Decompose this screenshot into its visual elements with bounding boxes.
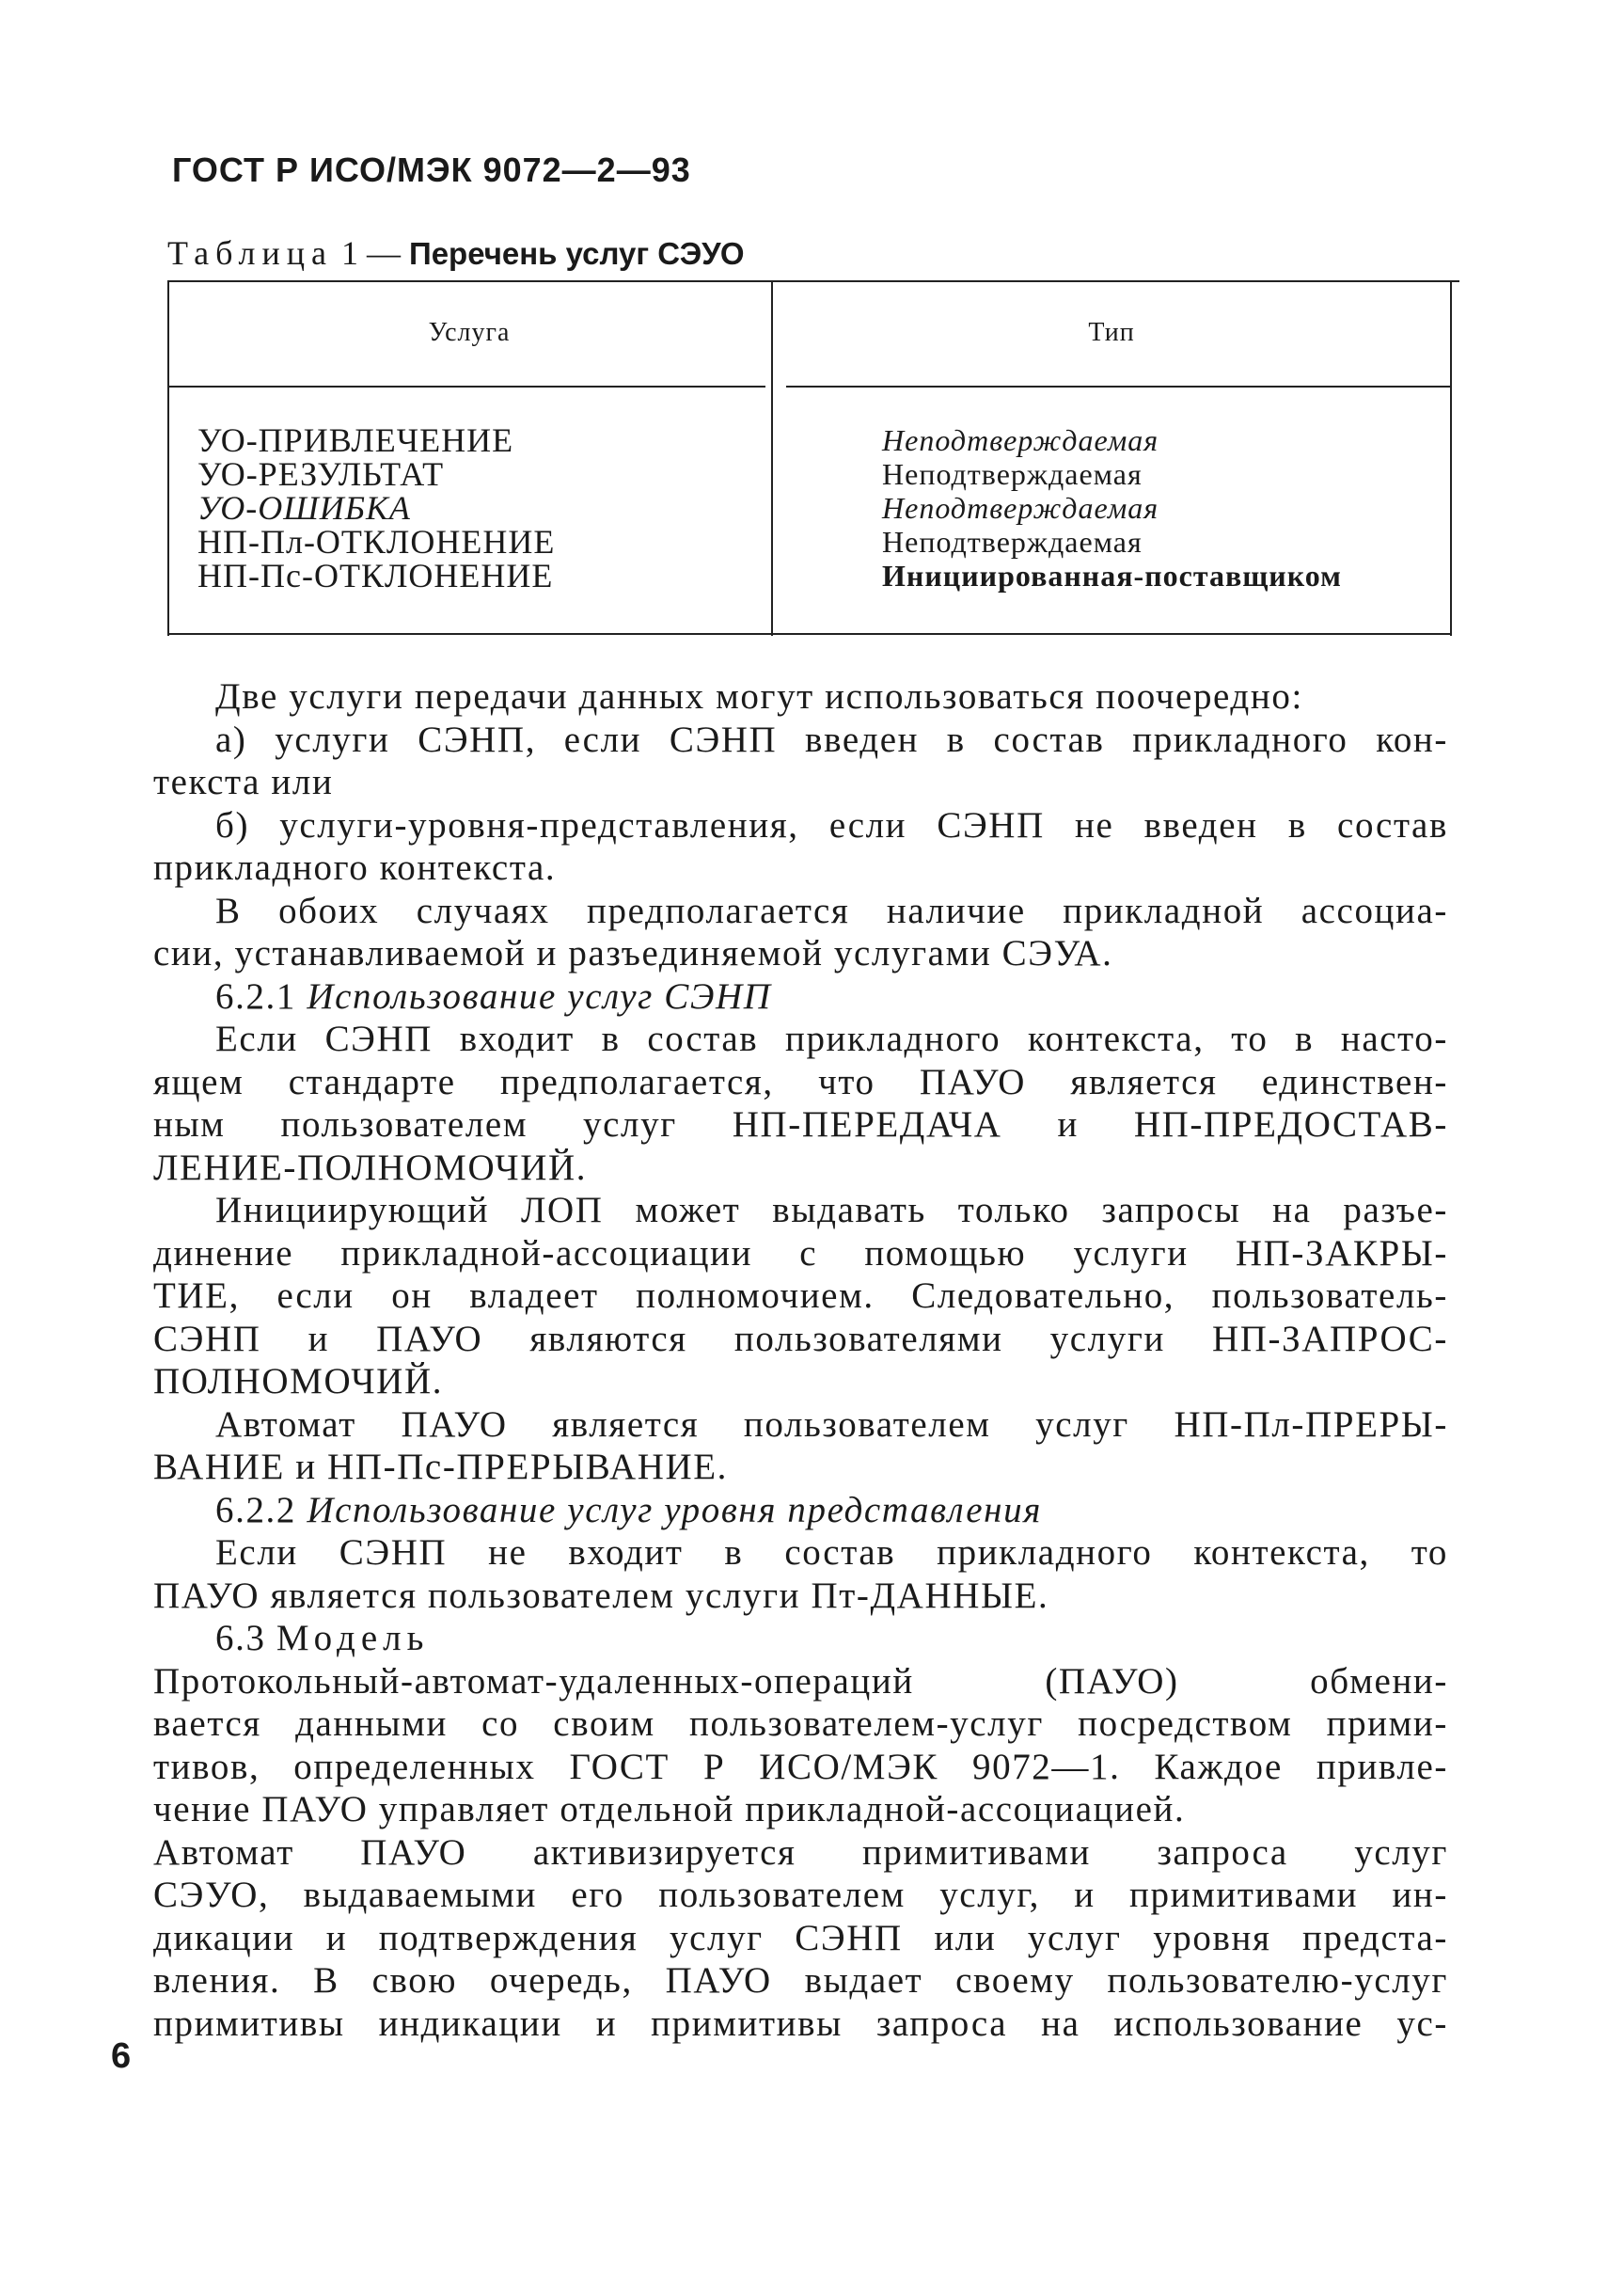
page-header: ГОСТ Р ИСО/МЭК 9072—2—93 xyxy=(172,150,691,189)
section-heading-6-2-2 xyxy=(153,1489,1448,1532)
table-caption-number: 1 — xyxy=(340,234,401,272)
table-top-rule xyxy=(167,280,1459,282)
table-caption xyxy=(167,233,745,273)
paragraph: тивов, определенных ГОСТ Р ИСО/МЭК 9072—1. Каждое привле- xyxy=(153,1746,1448,1787)
table-header-rule-right xyxy=(786,386,1452,388)
table-row-type: Неподтверждаемая xyxy=(882,525,1143,559)
table-row-service: УО-ПРИВЛЕЧЕНИЕ xyxy=(197,421,514,459)
section-title: Использование услуг СЭНП xyxy=(307,975,772,1017)
paragraph: вления. В свою очередь, ПАУО выдает своему пользователю-услуг xyxy=(153,1960,1448,2001)
paragraph: ПОЛНОМОЧИЙ. xyxy=(153,1361,444,1401)
section-number: 6.2.2 xyxy=(215,1489,296,1530)
table-right-border xyxy=(1450,280,1452,636)
paragraph: В обоих случаях предполагается наличие прикладной ассоциа- xyxy=(215,890,1448,931)
table-row-service: НП-Пс-ОТКЛОНЕНИЕ xyxy=(197,557,554,594)
paragraph: сии, устанавливаемой и разъединяемой услугами СЭУА. xyxy=(153,933,1113,974)
paragraph: Автомат ПАУО активизируется примитивами запроса услуг xyxy=(153,1831,1448,1873)
paragraph: текста или xyxy=(153,762,334,802)
paragraph: ТИЕ, если он владеет полномочием. Следовательно, пользователь- xyxy=(153,1275,1448,1316)
table-row-service: НП-Пл-ОТКЛОНЕНИЕ xyxy=(197,523,556,561)
body-text xyxy=(153,675,1448,2045)
paragraph: Если СЭНП входит в состав прикладного контекста, то в насто- xyxy=(215,1019,1448,1059)
table-row-service: УО-ОШИБКА xyxy=(197,489,411,527)
paragraph: Если СЭНП не входит в состав прикладного контекста, то xyxy=(215,1532,1448,1573)
paragraph: Инициирующий ЛОП может выдавать только запросы на разъе- xyxy=(215,1190,1448,1230)
paragraph: б) услуги-уровня-представления, если СЭНП не введен в состав xyxy=(215,804,1448,846)
table-caption-title: Перечень услуг СЭУО xyxy=(408,236,745,271)
table-caption-label: Таблица xyxy=(167,234,333,272)
paragraph: Протокольный-автомат-удаленных-операций (ПАУО) обмени- xyxy=(153,1660,1448,1702)
paragraph: Две услуги передачи данных могут использоваться поочередно: xyxy=(215,676,1303,717)
table-row-type: Неподтверждаемая xyxy=(882,423,1159,457)
table-row-type: Неподтверждаемая xyxy=(882,491,1159,525)
type-column xyxy=(882,423,1342,593)
paragraph: прикладного контекста. xyxy=(153,847,557,888)
page-number: 6 xyxy=(111,2036,132,2076)
paragraph: ПАУО является пользователем услуги Пт-ДАННЫЕ. xyxy=(153,1575,1049,1616)
paragraph: ящем стандарте предполагается, что ПАУО является единствен- xyxy=(153,1061,1448,1102)
paragraph: динение прикладной-ассоциации с помощью услуги НП-ЗАКРЫ- xyxy=(153,1232,1448,1274)
table-row-type: Неподтверждаемая xyxy=(882,457,1143,491)
section-number: 6.3 xyxy=(215,1618,266,1658)
section-number: 6.2.1 xyxy=(215,975,296,1017)
section-title: Модель xyxy=(276,1618,430,1658)
column-header-type: Тип xyxy=(1088,318,1135,347)
paragraph: ЛЕНИЕ-ПОЛНОМОЧИЙ. xyxy=(153,1147,588,1188)
paragraph: ВАНИЕ и НП-Пс-ПРЕРЫВАНИЕ. xyxy=(153,1447,729,1487)
paragraph: а) услуги СЭНП, если СЭНП введен в состав прикладного кон- xyxy=(215,719,1448,760)
paragraph: примитивы индикации и примитивы запроса на использование ус- xyxy=(153,2003,1448,2044)
section-heading-6-2-1 xyxy=(153,975,1448,1019)
section-title: Использование услуг уровня представления xyxy=(307,1489,1042,1530)
column-header-service: Услуга xyxy=(428,318,511,347)
paragraph: СЭНП и ПАУО являются пользователями услуги НП-ЗАПРОС- xyxy=(153,1318,1448,1359)
paragraph: СЭУО, выдаваемыми его пользователем услуг, и примитивами ин- xyxy=(153,1875,1448,1915)
table-row-type: Инициированная-поставщиком xyxy=(882,559,1342,593)
service-column xyxy=(197,423,555,593)
services-table xyxy=(162,280,1459,636)
paragraph: дикации и подтверждения услуг СЭНП или услуг уровня предста- xyxy=(153,1917,1448,1958)
table-header-rule-left xyxy=(167,386,765,388)
paragraph: вается данными со своим пользователем-услуг посредством прими- xyxy=(153,1703,1448,1744)
paragraph: ным пользователем услуг НП-ПЕРЕДАЧА и НП-ПРЕДОСТАВ- xyxy=(153,1104,1448,1145)
table-bottom-rule xyxy=(167,633,1452,635)
paragraph: Автомат ПАУО является пользователем услуг НП-Пл-ПРЕРЫ- xyxy=(215,1403,1448,1445)
table-row-service: УО-РЕЗУЛЬТАТ xyxy=(197,455,445,493)
section-heading-6-3 xyxy=(153,1617,1448,1660)
paragraph: чение ПАУО управляет отдельной прикладной-ассоциацией. xyxy=(153,1789,1186,1829)
